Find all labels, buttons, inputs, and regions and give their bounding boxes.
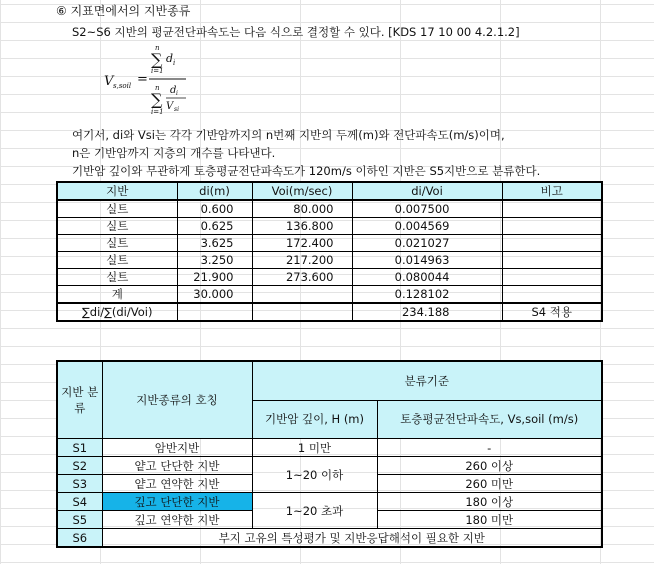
formula-den-bot: i=1 — [151, 108, 164, 116]
cell-soil: 실트 — [57, 218, 177, 235]
cell-di-voi: 0.021027 — [352, 235, 502, 252]
cell-di: 3.250 — [177, 252, 252, 269]
cell-remark — [502, 218, 602, 235]
col-header-remark: 비고 — [502, 182, 602, 200]
col-header-soil: 지반 — [57, 182, 177, 200]
sum-row — [57, 286, 602, 304]
cell-voi: 80.000 — [252, 200, 352, 218]
cell-soil: 실트 — [57, 235, 177, 252]
svg-text:∑: ∑ — [151, 50, 163, 69]
table-row — [57, 529, 602, 548]
formula-lhs-sub: s,soil — [113, 82, 132, 90]
cell-vs: 260 미만 — [377, 475, 602, 493]
cell-vs: 260 이상 — [377, 457, 602, 475]
cell-voi: 217.200 — [252, 252, 352, 269]
calc-table-header-row — [57, 182, 602, 200]
cell-di-voi: 0.004569 — [352, 218, 502, 235]
cell-soil: 실트 — [57, 252, 177, 269]
cell-vs: - — [377, 439, 602, 457]
cell-code: S6 — [57, 529, 102, 548]
cell-empty — [252, 303, 352, 321]
cell-code: S3 — [57, 475, 102, 493]
cell-remark — [502, 252, 602, 269]
cell-name-selected[interactable]: 깊고 단단한 지반 — [102, 493, 252, 511]
formula-num-bot: i=1 — [151, 67, 164, 75]
cell-di: 3.625 — [177, 235, 252, 252]
shear-velocity-formula — [104, 42, 204, 120]
cell-remark — [502, 286, 602, 304]
cell-di-voi: 0.007500 — [352, 200, 502, 218]
cell-di-voi: 0.014963 — [352, 252, 502, 269]
cell-average-value: 234.188 — [352, 303, 502, 321]
cell-name: 얕고 연약한 지반 — [102, 475, 252, 493]
cell-soil: 실트 — [57, 269, 177, 286]
svg-text:si: si — [174, 106, 179, 113]
cell-di: 0.625 — [177, 218, 252, 235]
cell-code: S2 — [57, 457, 102, 475]
cell-depth: 1~20 이하 — [252, 457, 377, 493]
header-criteria: 분류기준 — [252, 361, 602, 400]
cell-di: 0.600 — [177, 200, 252, 218]
cell-empty — [177, 303, 252, 321]
cell-span-description: 부지 고유의 특성평가 및 지반응답해석이 필요한 지반 — [102, 529, 602, 548]
cell-di: 21.900 — [177, 269, 252, 286]
col-header-voi: Voi(m/sec) — [252, 182, 352, 200]
cell-code: S1 — [57, 439, 102, 457]
class-header-row-1 — [57, 361, 602, 400]
cell-vs: 180 이상 — [377, 493, 602, 511]
cell-name: 암반지반 — [102, 439, 252, 457]
site-classification-table — [56, 360, 603, 548]
cell-di-voi: 0.128102 — [352, 286, 502, 304]
cell-applied-class: S4 적용 — [502, 303, 602, 321]
cell-remark — [502, 235, 602, 252]
table-row — [57, 235, 602, 252]
velocity-calc-table — [56, 181, 603, 322]
cell-code: S5 — [57, 511, 102, 529]
formula-den-v: V — [166, 101, 174, 112]
formula-den-d: d — [170, 85, 177, 96]
cell-depth: 1~20 초과 — [252, 493, 377, 529]
cell-vs: 180 미만 — [377, 511, 602, 529]
cell-name: 얕고 단단한 지반 — [102, 457, 252, 475]
cell-depth: 1 미만 — [252, 439, 377, 457]
cell-remark — [502, 269, 602, 286]
cell-voi: 273.600 — [252, 269, 352, 286]
cell-voi — [252, 286, 352, 304]
cell-soil: 실트 — [57, 200, 177, 218]
header-site-name: 지반종류의 호칭 — [102, 361, 252, 439]
formula-den-top: n — [155, 84, 160, 92]
header-shear-velocity: 토층평균전단파속도, Vs,soil (m/s) — [377, 400, 602, 439]
cell-voi: 172.400 — [252, 235, 352, 252]
table-row — [57, 457, 602, 475]
header-site-class: 지반 분류 — [57, 361, 102, 439]
formula-lhs-v: V — [104, 74, 114, 89]
header-bedrock-depth: 기반암 깊이, H (m) — [252, 400, 377, 439]
col-header-di-voi: di/Voi — [352, 182, 502, 200]
cell-code: S4 — [57, 493, 102, 511]
table-row — [57, 439, 602, 457]
cell-name: 깊고 연약한 지반 — [102, 511, 252, 529]
cell-di: 30.000 — [177, 286, 252, 304]
table-row — [57, 269, 602, 286]
table-row — [57, 252, 602, 269]
table-row — [57, 200, 602, 218]
intro-line: S2~S6 지반의 평균전단파속도는 다음 식으로 결정할 수 있다. [KDS 17 10 00 4.2.1.2] — [72, 25, 520, 39]
average-velocity-row — [57, 303, 602, 321]
explain-line-2: n은 기반암까지 지층의 개수를 나타낸다. — [72, 146, 276, 160]
section-title: ⑥ 지표면에서의 지반종류 — [56, 4, 191, 18]
formula-num-d: d — [166, 52, 174, 65]
svg-text:∑: ∑ — [151, 90, 163, 109]
cell-soil: 계 — [57, 286, 177, 304]
svg-text:i: i — [173, 59, 176, 67]
cell-average-label: ∑di/∑(di/Voi) — [57, 303, 177, 321]
cell-remark — [502, 200, 602, 218]
formula-num-top: n — [155, 44, 160, 52]
svg-text:=: = — [137, 72, 148, 87]
table-row — [57, 493, 602, 511]
explain-line-1: 여기서, di와 Vsi는 각각 기반암까지의 n번째 지반의 두께(m)와 전단파속도(m/s)이며, — [72, 128, 505, 142]
col-header-di: di(m) — [177, 182, 252, 200]
table-row — [57, 218, 602, 235]
cell-voi: 136.800 — [252, 218, 352, 235]
svg-text:i: i — [176, 90, 178, 97]
cell-di-voi: 0.080044 — [352, 269, 502, 286]
note-line: 기반암 깊이와 무관하게 토층평균전단파속도가 120m/s 이하인 지반은 S5지반으로 분류한다. — [72, 164, 541, 178]
